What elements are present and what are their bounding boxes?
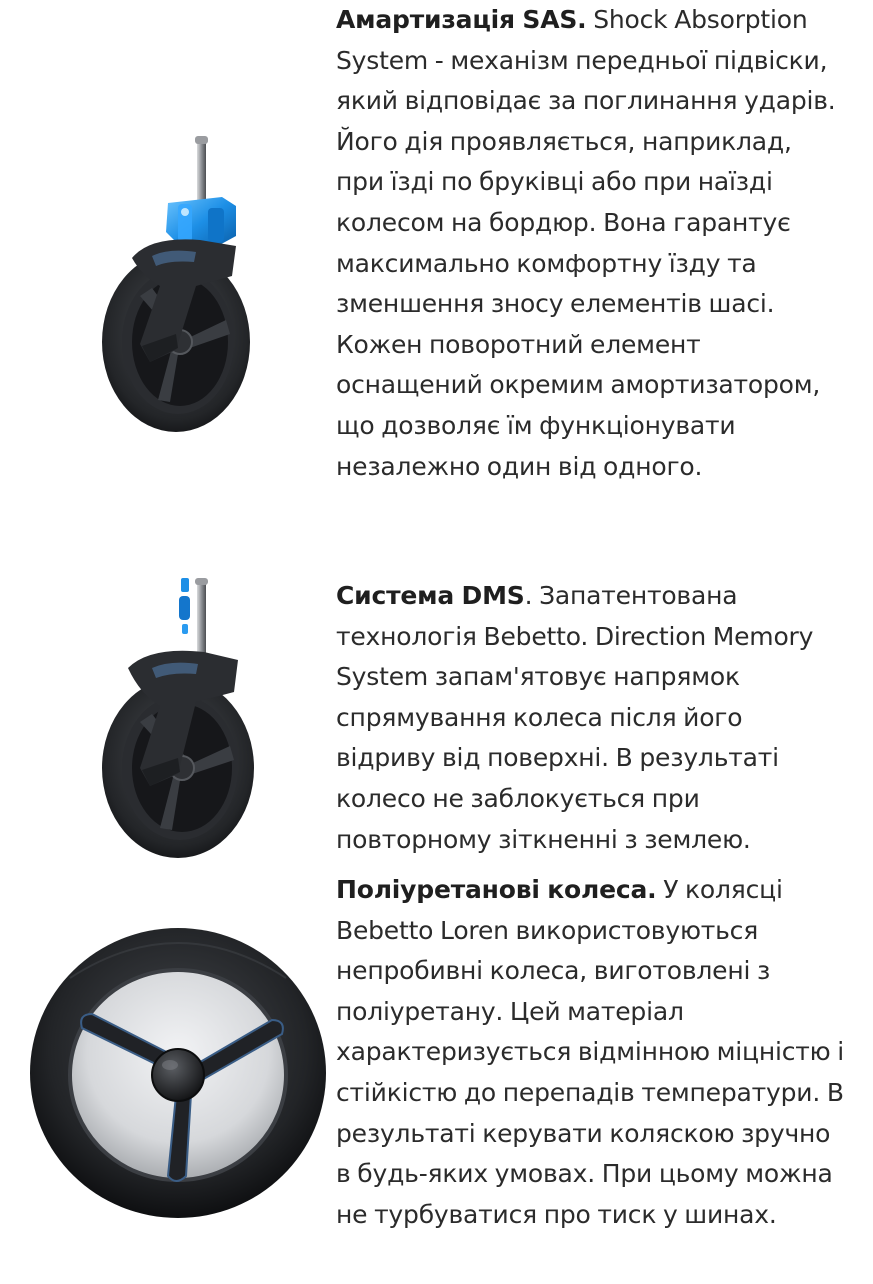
feature-dms [0,568,873,868]
polyurethane-rear-wheel-icon [0,868,330,1284]
feature-pu [0,868,873,1280]
feature-pu-body: У колясці Bebetto Loren використовуються непробивні колеса, виготовлені з поліуретану. Цей матеріал характеризується відмінною міцністю і стійкістю до перепадів температури. В результаті керувати коляскою зручно в будь-яких умовах. При цьому можна не турбуватися про тиск у шинах. [336,875,845,1229]
feature-sas [0,0,873,568]
feature-dms-title: Система DMS [336,581,525,610]
feature-dms-text [336,576,846,860]
feature-sas-title: Амартизація SAS. [336,5,587,34]
feature-sas-text [336,0,846,487]
feature-sas-body: Shock Absorption System - механізм передньої підвіски, який відповідає за поглинання ударів. Його дія проявляється, наприклад, при їзді по бруківці або при наїзді колесом на бордюр. Вона гарантує максимально комфортну їзду та зменшення зносу елементів шасі. Кожен поворотний елемент оснащений окремим амортизатором, що дозволяє їм функціонувати незалежно один від одного. [336,5,836,481]
feature-pu-title: Поліуретанові колеса. [336,875,657,904]
front-wheel-with-blue-shock-absorber-icon [0,0,330,572]
swivel-wheel-with-blue-pin-icon [0,568,330,872]
feature-dms-body: . Запатентована технологія Bebetto. Direction Memory System запам'ятовує напрямок спрямування колеса після його відриву від поверхні. В результаті колесо не заблокується при повторному зіткненні з землею. [336,581,814,854]
feature-pu-text [336,870,846,1235]
